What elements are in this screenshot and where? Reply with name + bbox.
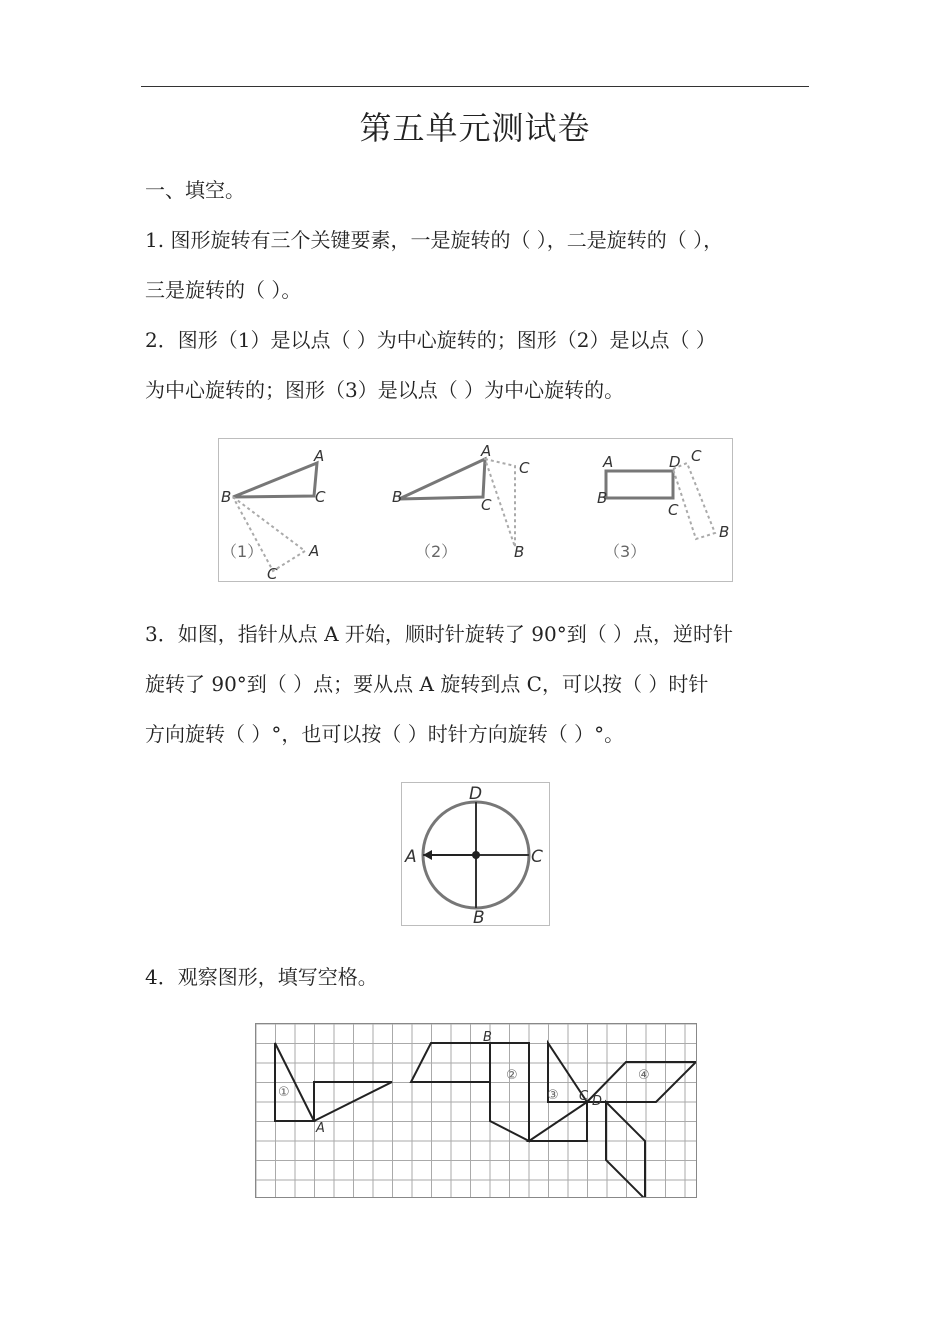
dial-figure [401, 782, 550, 926]
figure-number-1: （1） [221, 542, 264, 561]
question-3-line-1: 3．如图，指针从点 A 开始，顺时针旋转了 90°到（ ）点，逆时针 [145, 622, 734, 646]
label-b: B [483, 1030, 492, 1045]
label-c-rotated: C [267, 565, 278, 581]
label-b: B [221, 488, 232, 506]
label-a: A [316, 1121, 325, 1136]
section-heading: 一、填空。 [145, 178, 245, 202]
label-a-rotated: A [309, 542, 320, 560]
question-3-line-2: 旋转了 90°到（ ）点；要从点 A 旋转到点 C，可以按（ ）时针 [145, 672, 709, 696]
label-c: C [531, 847, 543, 867]
page-title: 第五单元测试卷 [359, 109, 591, 147]
label-a: A [481, 442, 492, 460]
label-c: C [579, 1089, 589, 1104]
label-b: B [597, 489, 608, 507]
label-c-rotated: C [519, 459, 530, 477]
label-a: A [405, 847, 417, 867]
header-rule [141, 86, 809, 87]
label-d: D [469, 784, 483, 804]
grid-lines [256, 1024, 696, 1197]
shape-label-2: ② [506, 1068, 518, 1083]
label-b-rotated: B [514, 543, 525, 561]
rotation-figure [218, 438, 733, 582]
question-1-line-2: 三是旋转的（ ）。 [145, 278, 302, 302]
label-a: A [603, 453, 614, 471]
panel-2 [392, 442, 530, 561]
label-b: B [473, 908, 485, 925]
shape-label-3: ③ [547, 1088, 559, 1103]
label-c: C [668, 501, 679, 519]
figure-number-2: （2） [415, 542, 458, 561]
shape-label-1: ① [278, 1085, 290, 1100]
question-3-line-3: 方向旋转（ ）°，也可以按（ ）时针方向旋转（ ）°。 [145, 722, 625, 746]
label-d: D [669, 453, 681, 471]
center-dot [472, 851, 480, 859]
question-4-line-1: 4．观察图形，填写空格。 [145, 965, 378, 989]
question-2-line-1: 2．图形（1）是以点（ ）为中心旋转的；图形（2）是以点（ ） [145, 328, 716, 352]
question-1-line-1: 1. 图形旋转有三个关键要素，一是旋转的（ ），二是旋转的（ ）， [145, 228, 724, 252]
figure-number-3: （3） [604, 542, 647, 561]
panel-1 [221, 447, 326, 581]
label-c: C [481, 496, 492, 514]
panel-3 [597, 447, 729, 561]
label-b-rotated: B [719, 523, 730, 541]
label-c: C [315, 488, 326, 506]
label-d: D [592, 1094, 603, 1109]
grid-figure [255, 1023, 697, 1198]
label-b: B [392, 488, 403, 506]
shape-label-4: ④ [638, 1068, 650, 1083]
label-c-rotated: C [691, 447, 702, 465]
question-2-line-2: 为中心旋转的；图形（3）是以点（ ）为中心旋转的。 [145, 378, 625, 402]
grid-shapes [275, 1043, 696, 1197]
label-a: A [314, 447, 325, 465]
